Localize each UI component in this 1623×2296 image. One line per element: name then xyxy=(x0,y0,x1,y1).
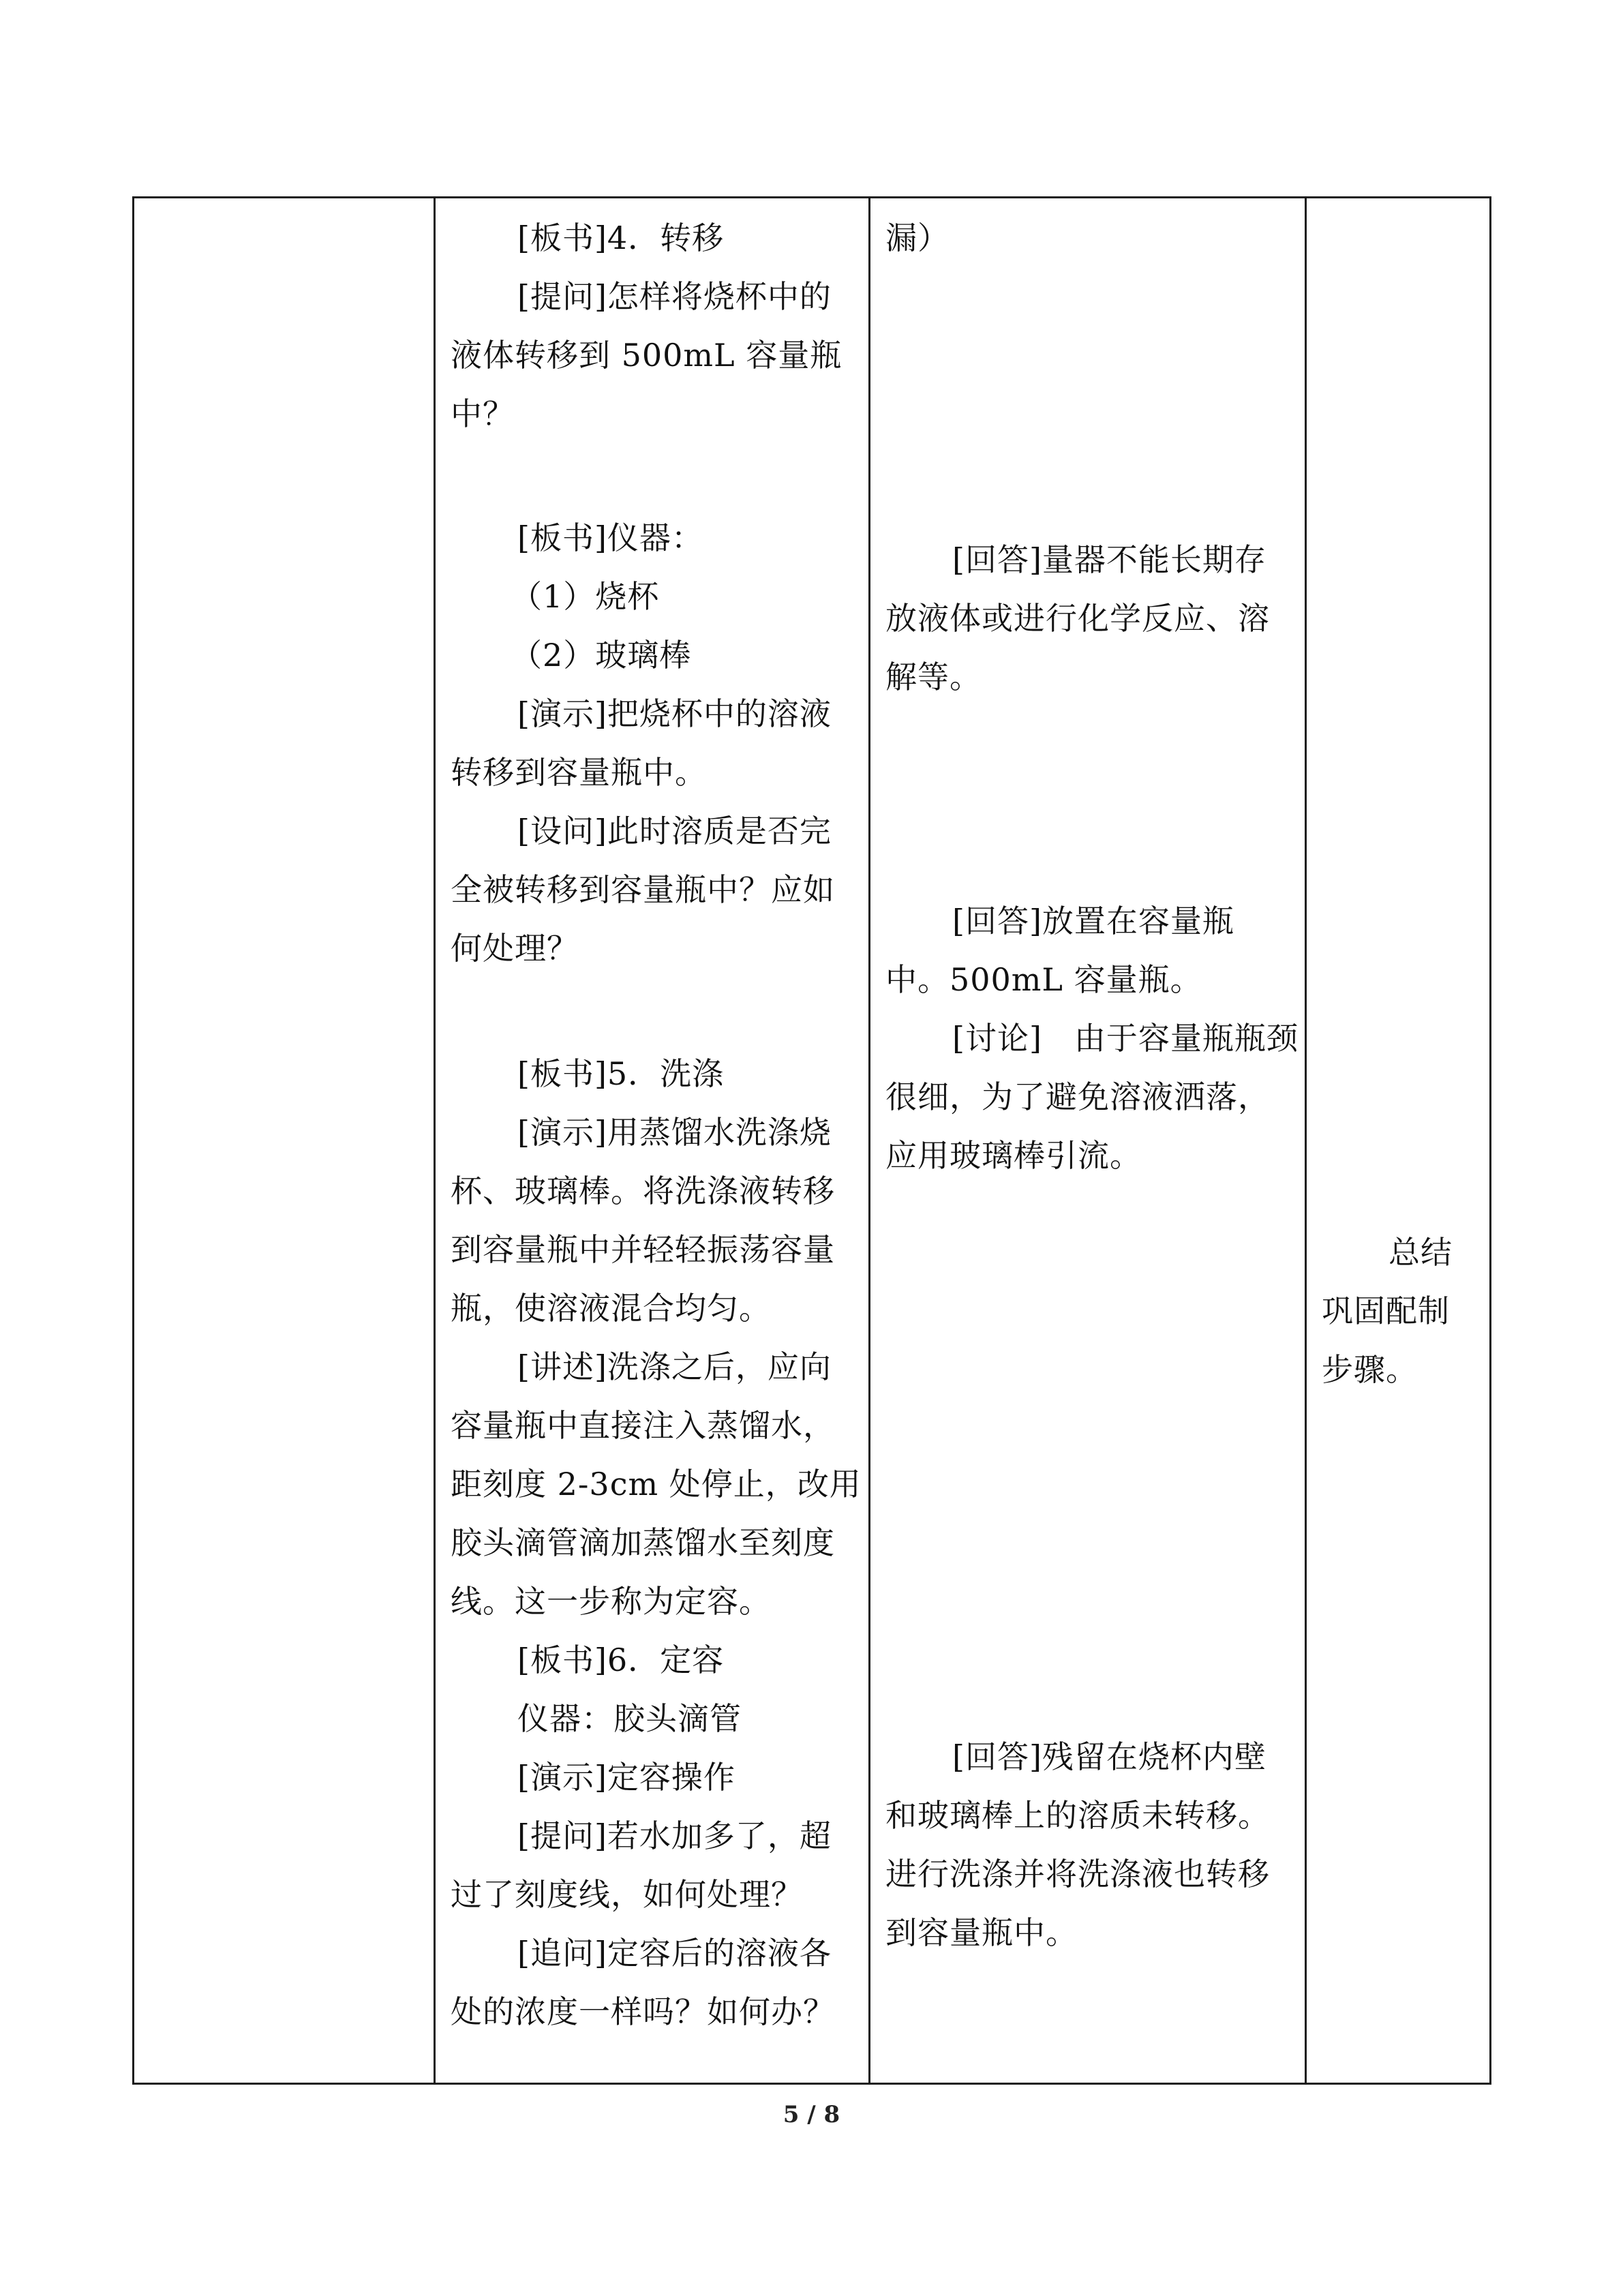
teacher-line: 瓶，使溶液混合均匀。 xyxy=(451,1290,771,1327)
teacher-line: 过了刻度线，如何处理？ xyxy=(451,1876,803,1913)
student-line: [回答]量器不能长期存 xyxy=(952,541,1266,578)
student-line: 中。500mL 容量瓶。 xyxy=(885,961,1202,998)
student-line: [讨论] 由于容量瓶瓶颈 xyxy=(952,1020,1299,1057)
teacher-line: [板书]5．洗涤 xyxy=(517,1055,725,1092)
teacher-line: 转移到容量瓶中。 xyxy=(451,754,707,791)
teacher-line: 胶头滴管滴加蒸馏水至刻度 xyxy=(451,1524,835,1561)
teacher-line: [追问]定容后的溶液各 xyxy=(517,1935,832,1972)
page-number: 5 / 8 xyxy=(783,2101,840,2128)
teacher-line: 何处理？ xyxy=(451,930,579,967)
teacher-line: 仪器：胶头滴管 xyxy=(517,1700,742,1737)
design-intent-column xyxy=(1307,198,1489,2083)
teacher-line: 液体转移到 500mL 容量瓶 xyxy=(451,337,843,374)
intent-line: 巩固配制 xyxy=(1322,1293,1450,1329)
teacher-line: （2）玻璃棒 xyxy=(511,637,692,674)
teacher-line: [演示]把烧杯中的溶液 xyxy=(517,695,832,732)
teacher-activity-column xyxy=(436,198,870,2083)
teacher-line: 处的浓度一样吗？如何办？ xyxy=(451,1993,835,2030)
teacher-line: [板书]4．转移 xyxy=(517,220,725,256)
student-line: 很细，为了避免溶液洒落， xyxy=(885,1078,1270,1115)
lesson-plan-table xyxy=(132,196,1491,2085)
teacher-line: [板书]6．定容 xyxy=(517,1642,725,1678)
student-line: 和玻璃棒上的溶质未转移。 xyxy=(885,1797,1270,1834)
teaching-stage-column xyxy=(134,198,436,2083)
student-line: 放液体或进行化学反应、溶 xyxy=(885,600,1270,637)
teacher-line: [设问]此时溶质是否完 xyxy=(517,813,832,849)
student-activity-column xyxy=(870,198,1307,2083)
student-line: 应用玻璃棒引流。 xyxy=(885,1137,1142,1174)
teacher-line: 距刻度 2-3cm 处停止，改用 xyxy=(451,1466,862,1502)
student-line: [回答]残留在烧杯内壁 xyxy=(952,1738,1266,1775)
student-line: 到容量瓶中。 xyxy=(885,1914,1078,1951)
student-line: 漏） xyxy=(885,220,950,256)
teacher-line: [板书]仪器： xyxy=(517,519,703,556)
teacher-line: 全被转移到容量瓶中？应如 xyxy=(451,871,835,908)
intent-line: 总结 xyxy=(1389,1234,1453,1271)
teacher-line: （1）烧杯 xyxy=(511,578,660,615)
intent-line: 步骤。 xyxy=(1322,1351,1418,1388)
student-line: [回答]放置在容量瓶 xyxy=(952,903,1234,939)
teacher-line: 线。这一步称为定容。 xyxy=(451,1583,771,1620)
student-line: 进行洗涤并将洗涤液也转移 xyxy=(885,1856,1270,1892)
teacher-line: [讲述]洗涤之后，应向 xyxy=(517,1348,832,1385)
teacher-line: 容量瓶中直接注入蒸馏水， xyxy=(451,1407,835,1444)
teacher-line: [提问]怎样将烧杯中的 xyxy=(517,278,832,315)
student-line: 解等。 xyxy=(885,659,982,695)
teacher-line: 到容量瓶中并轻轻振荡容量 xyxy=(451,1231,835,1268)
teacher-line: [提问]若水加多了，超 xyxy=(517,1817,832,1854)
teacher-line: 中？ xyxy=(451,395,515,432)
teacher-line: [演示]定容操作 xyxy=(517,1759,735,1796)
teacher-line: 杯、玻璃棒。将洗涤液转移 xyxy=(451,1173,835,1209)
teacher-line: [演示]用蒸馏水洗涤烧 xyxy=(517,1114,832,1151)
